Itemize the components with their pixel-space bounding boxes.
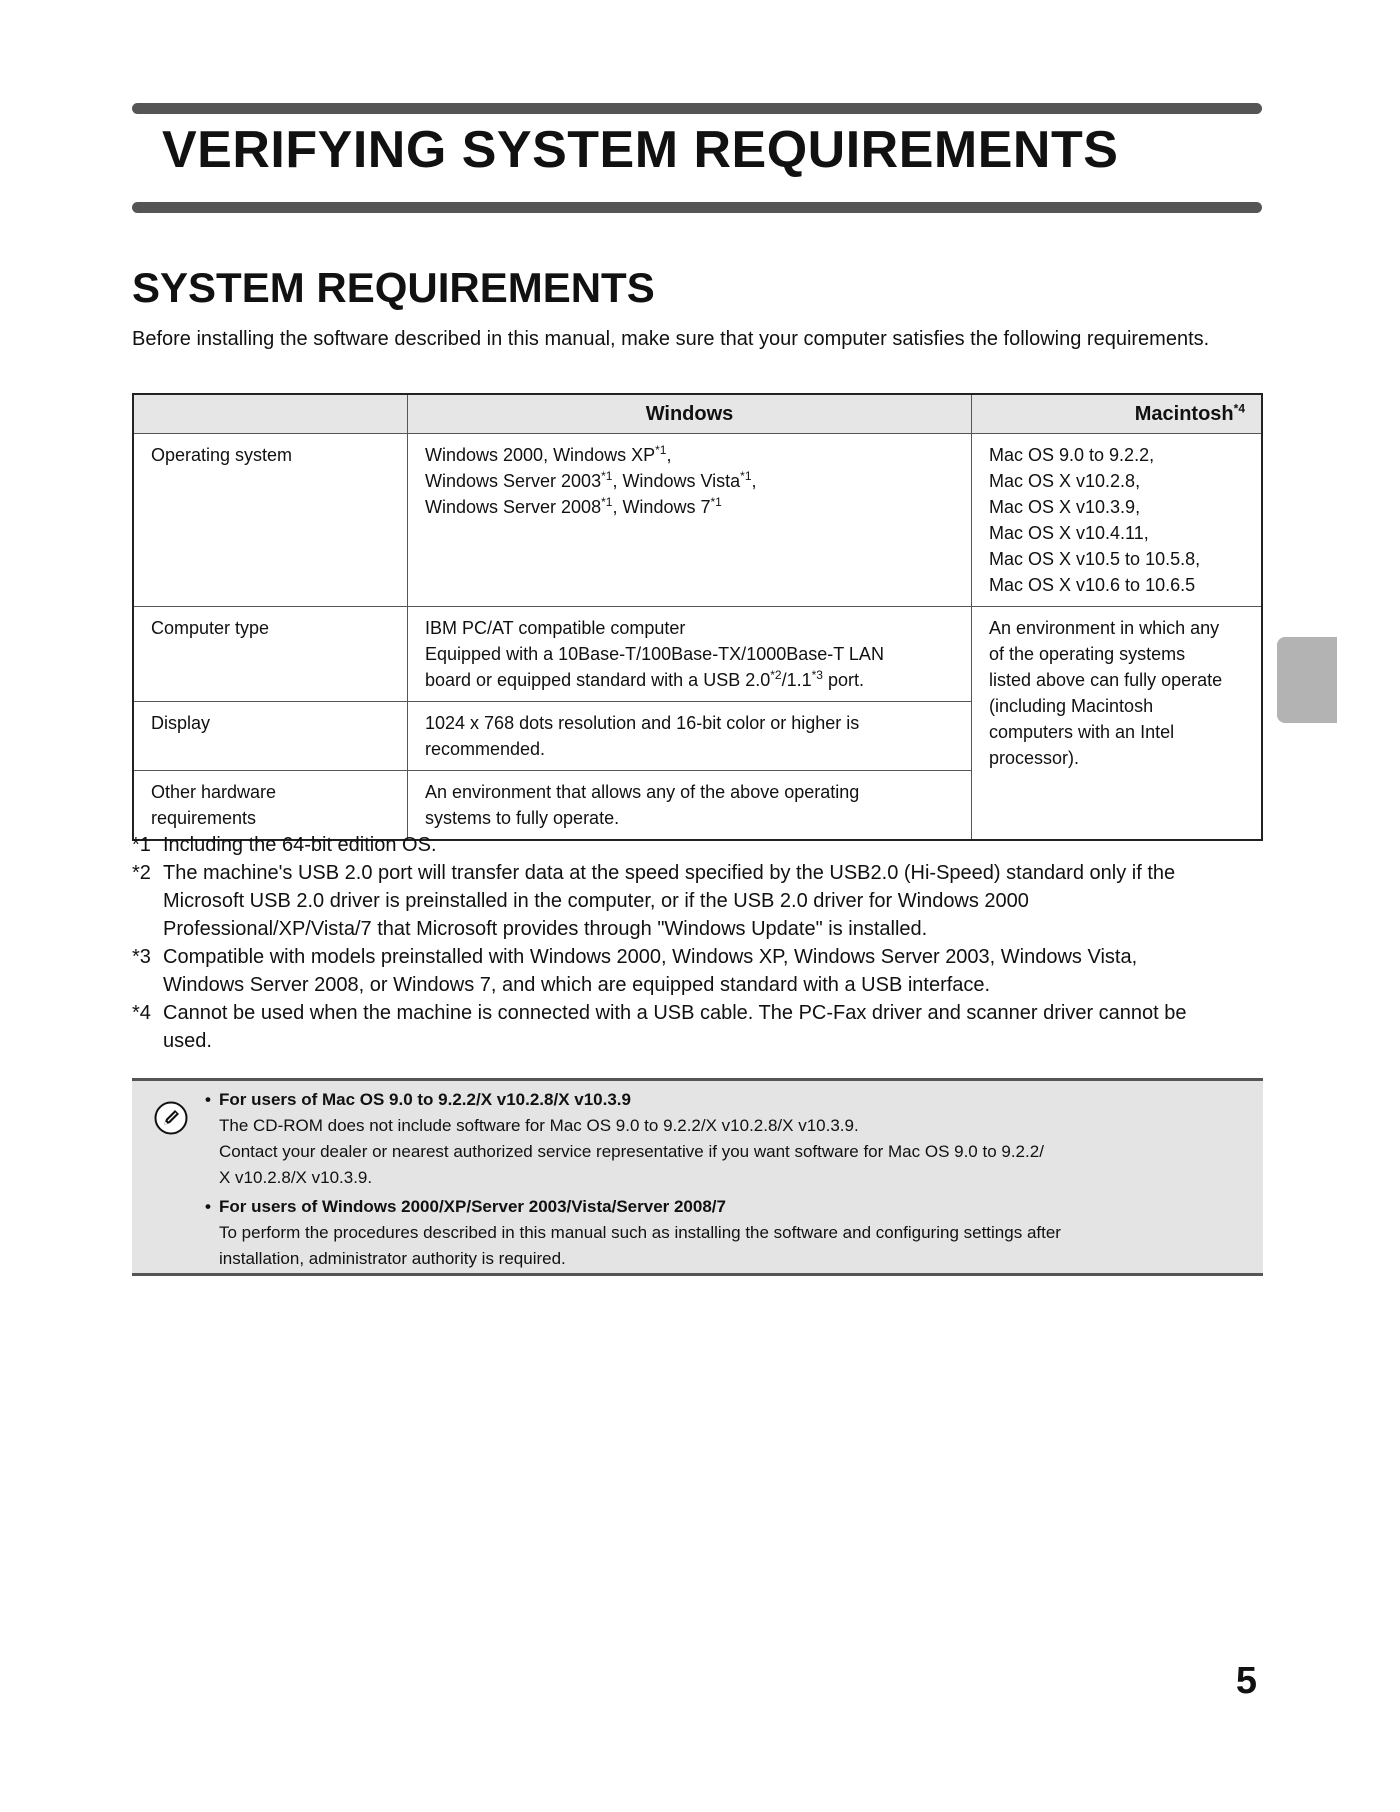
- footnote-3: *3 Compatible with models preinstalled with Windows 2000, Windows XP, Windows Server 2003, Windows Vista, Windows Server 2008, or Windows 7, and which are equipped standard with a USB interface.: [132, 946, 1138, 996]
- chapter-side-tab: [1277, 637, 1337, 723]
- cell-computer-mac: An environment in which any of the operating systems listed above can fully operate (including Macintosh computers with an Intel processor).: [972, 607, 1263, 841]
- info-item-mac: • For users of Mac OS 9.0 to 9.2.2/X v10.2.8/X v10.3.9 The CD-ROM does not include software for Mac OS 9.0 to 9.2.2/X v10.2.8/X v10.3.9. Contact your dealer or nearest authorized service representative if you want software for Mac OS 9.0 to 9.2.2/ X v10.2.8/X v10.3.9.: [205, 1090, 1044, 1187]
- table-row: [133, 607, 1262, 702]
- table-row: [133, 434, 1262, 607]
- title-bottom-rule: [132, 202, 1262, 213]
- footnotes: [132, 831, 1267, 1055]
- row-label-other-hardware: Other hardware requirements: [133, 771, 408, 841]
- cell-computer-windows: IBM PC/AT compatible computer Equipped with a 10Base-T/100Base-TX/1000Base-T LAN board or equipped standard with a USB 2.0$^{*2}$/1.1$^{*3}$ port.: [408, 607, 972, 702]
- title-top-rule: [132, 103, 1262, 114]
- row-label-display: Display: [133, 702, 408, 771]
- cell-display-windows: 1024 x 768 dots resolution and 16-bit color or higher is recommended.: [408, 702, 972, 771]
- header-macintosh: Macintosh$^{*4}$: [972, 394, 1263, 434]
- header-blank: [133, 394, 408, 434]
- footnote-2: *2 The machine's USB 2.0 port will transfer data at the speed specified by the USB2.0 (Hi-Speed) standard only if the Microsoft USB 2.0 driver is preinstalled in the computer, or if the USB 2.0 driver for Windows 2000 Professional/XP/Vista/7 that Microsoft provides through "Windows Update" is installed.: [132, 862, 1176, 940]
- footnote-1: *1 Including the 64-bit edition OS.: [132, 834, 437, 856]
- row-label-computer: Computer type: [133, 607, 408, 702]
- section-title: SYSTEM REQUIREMENTS: [132, 264, 655, 311]
- requirements-table: [132, 393, 1263, 841]
- intro-paragraph: Before installing the software described in this manual, make sure that your computer satisfies the following requirements.: [132, 328, 1210, 350]
- chapter-title: VERIFYING SYSTEM REQUIREMENTS: [162, 121, 1119, 179]
- cell-other-windows: An environment that allows any of the above operating systems to fully operate.: [408, 771, 972, 841]
- header-windows: Windows: [408, 394, 972, 434]
- info-item-windows: • For users of Windows 2000/XP/Server 2003/Vista/Server 2008/7 To perform the procedures described in this manual such as installing the software and configuring settings after installation, administrator authority is required.: [205, 1197, 1061, 1268]
- row-label-os: Operating system: [133, 434, 408, 607]
- info-note-box: [132, 1078, 1263, 1276]
- table-header-row: [133, 394, 1262, 434]
- cell-os-mac: Mac OS 9.0 to 9.2.2, Mac OS X v10.2.8, Mac OS X v10.3.9, Mac OS X v10.4.11, Mac OS X v10.5 to 10.5.8, Mac OS X v10.6 to 10.6.5: [972, 434, 1263, 607]
- page-number: 5: [1235, 1660, 1257, 1702]
- footnote-4: *4 Cannot be used when the machine is connected with a USB cable. The PC-Fax driver and scanner driver cannot be used.: [132, 1002, 1187, 1052]
- cell-os-windows: Windows 2000, Windows XP$^{*1}$, Windows Server 2003$^{*1}$, Windows Vista$^{*1}$, Windows Server 2008$^{*1}$, Windows 7$^{*1}$: [408, 434, 972, 607]
- pencil-icon: [154, 1101, 188, 1135]
